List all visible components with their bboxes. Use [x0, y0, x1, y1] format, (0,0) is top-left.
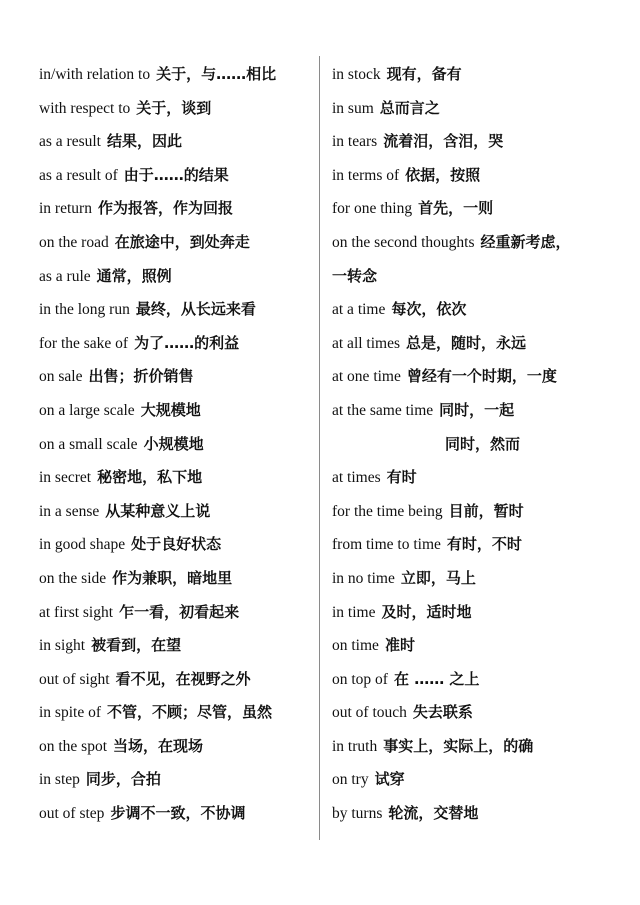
phrase-english: at first sight	[39, 603, 114, 621]
column-divider	[319, 56, 320, 840]
phrase-entry	[332, 394, 607, 428]
phrase-chinese: 当场，在现场	[113, 736, 204, 755]
phrase-english: on top of	[332, 670, 388, 688]
phrase-entry	[332, 428, 607, 462]
phrase-english: on the side	[39, 569, 107, 587]
phrase-chinese: 有时，不时	[446, 535, 522, 554]
phrase-english: in time	[332, 603, 376, 621]
phrase-english: at a time	[332, 301, 386, 319]
phrase-english: out of touch	[332, 704, 407, 722]
phrase-english: out of step	[39, 805, 105, 823]
phrase-entry	[39, 125, 314, 159]
phrase-chinese: 事实上，实际上，的确	[383, 736, 534, 755]
phrase-entry	[39, 629, 314, 663]
phrase-english: for the sake of	[39, 334, 129, 352]
phrase-entry	[39, 293, 314, 327]
phrase-entry	[39, 797, 314, 831]
phrase-entry	[332, 293, 607, 327]
phrase-entry	[332, 562, 607, 596]
phrase-chinese: 秘密地，私下地	[97, 468, 203, 487]
phrase-entry	[39, 226, 314, 260]
phrase-entry	[332, 730, 607, 764]
phrase-entry	[332, 327, 607, 361]
phrase-entry	[39, 528, 314, 562]
phrase-chinese: 结果，因此	[106, 132, 182, 151]
phrase-chinese: 作为报答，作为回报	[97, 199, 233, 218]
phrase-entry	[39, 260, 314, 294]
phrase-english: in no time	[332, 569, 395, 587]
phrase-english: for the time being	[332, 502, 443, 520]
phrase-english: in terms of	[332, 166, 400, 184]
phrase-chinese: 失去联系	[412, 703, 473, 722]
phrase-entry	[39, 596, 314, 630]
phrase-entry	[332, 528, 607, 562]
phrase-english: as a rule	[39, 267, 91, 285]
phrase-chinese: 在旅途中，到处奔走	[114, 232, 250, 251]
phrase-chinese: 最终，从长远来看	[135, 300, 256, 319]
phrase-english: in sight	[39, 637, 86, 655]
phrase-chinese: 同步，合拍	[85, 770, 161, 789]
phrase-english: in stock	[332, 66, 381, 83]
phrase-entry	[39, 696, 314, 730]
phrase-entry	[332, 92, 607, 126]
phrase-entry	[39, 192, 314, 226]
phrase-chinese: 曾经有一个时期，一度	[406, 367, 557, 386]
phrase-entry	[39, 763, 314, 797]
phrase-chinese: 试穿	[374, 770, 405, 789]
phrase-entry	[332, 360, 607, 394]
phrase-chinese: 不管，不顾；尽管，虽然	[107, 703, 273, 722]
phrase-chinese: 同时，然而	[445, 434, 521, 453]
phrase-english: in truth	[332, 737, 378, 755]
phrase-english: at times	[332, 469, 381, 487]
phrase-entry	[332, 260, 607, 294]
phrase-chinese: 乍一看，初看起来	[119, 602, 240, 621]
phrase-english: on the second thoughts	[332, 233, 475, 251]
phrase-entry	[39, 461, 314, 495]
phrase-entry	[332, 461, 607, 495]
phrase-chinese: 关于，与……相比	[156, 65, 277, 83]
phrase-english: on time	[332, 637, 379, 655]
phrase-english: in step	[39, 771, 80, 789]
phrase-english: for one thing	[332, 200, 413, 218]
phrase-entry	[39, 360, 314, 394]
phrase-chinese: 被看到，在望	[91, 636, 182, 655]
phrase-entry	[332, 495, 607, 529]
phrase-entry	[332, 663, 607, 697]
phrase-english: at the same time	[332, 401, 434, 419]
phrase-entry	[39, 562, 314, 596]
phrase-entry	[332, 629, 607, 663]
phrase-chinese: 有时	[386, 468, 417, 487]
phrase-entry	[39, 394, 314, 428]
phrase-entry	[39, 58, 314, 92]
phrase-entry	[332, 125, 607, 159]
phrase-english: on sale	[39, 368, 83, 386]
phrase-english: on the road	[39, 233, 109, 251]
phrase-english: out of sight	[39, 670, 110, 688]
phrase-entry	[39, 159, 314, 193]
phrase-english: in sum	[332, 99, 374, 117]
phrase-entry	[332, 797, 607, 831]
phrase-english: on a small scale	[39, 435, 138, 453]
phrase-chinese: 经重新考虑，	[480, 232, 571, 251]
phrase-chinese: 首先，一则	[418, 199, 494, 218]
phrase-english: in return	[39, 200, 92, 218]
phrase-english: at one time	[332, 368, 401, 386]
phrase-chinese: 出售；折价销售	[88, 367, 194, 386]
phrase-entry	[39, 663, 314, 697]
phrase-entry	[39, 327, 314, 361]
phrase-entry	[39, 92, 314, 126]
phrase-english: from time to time	[332, 536, 441, 554]
phrase-chinese: 立即，马上	[400, 568, 476, 587]
phrase-entry	[39, 730, 314, 764]
phrase-chinese: 准时	[384, 636, 415, 655]
phrase-english: in spite of	[39, 704, 101, 722]
phrase-chinese: 在 …… 之上	[393, 669, 480, 688]
phrase-english: in secret	[39, 469, 92, 487]
phrase-english: in good shape	[39, 536, 126, 554]
phrase-chinese: 为了……的利益	[134, 333, 240, 352]
phrase-english: at all times	[332, 334, 401, 352]
phrase-chinese: 步调不一致，不协调	[110, 804, 246, 823]
phrase-entry	[332, 58, 607, 92]
phrase-chinese: 作为兼职，暗地里	[112, 568, 233, 587]
right-phrase-column	[332, 58, 607, 831]
phrase-english: by turns	[332, 805, 383, 823]
phrase-chinese: 从某种意义上说	[105, 501, 211, 520]
phrase-entry	[332, 696, 607, 730]
phrase-entry	[332, 192, 607, 226]
phrase-chinese: 关于，谈到	[136, 98, 212, 117]
phrase-entry	[332, 763, 607, 797]
phrase-entry	[332, 226, 607, 260]
phrase-chinese: 及时，适时地	[381, 602, 472, 621]
phrase-chinese: 轮流，交替地	[388, 804, 479, 823]
phrase-chinese: 处于良好状态	[131, 535, 222, 554]
phrase-chinese: 总而言之	[379, 98, 440, 117]
phrase-chinese: 大规模地	[140, 400, 201, 419]
phrase-chinese: 目前，暂时	[448, 501, 524, 520]
phrase-chinese: 同时，一起	[439, 400, 515, 419]
phrase-chinese: 总是，随时，永远	[406, 333, 527, 352]
left-phrase-column	[39, 58, 314, 831]
phrase-entry	[39, 495, 314, 529]
phrase-chinese: 小规模地	[143, 434, 204, 453]
phrase-chinese: 通常，照例	[96, 266, 172, 285]
phrase-english: on the spot	[39, 737, 108, 755]
phrase-chinese: 由于……的结果	[123, 165, 229, 184]
phrase-english: on try	[332, 771, 369, 789]
phrase-english: as a result of	[39, 166, 118, 184]
phrase-english: with respect to	[39, 99, 131, 117]
phrase-english: on a large scale	[39, 401, 135, 419]
phrase-english: as a result	[39, 133, 101, 151]
phrase-english: in a sense	[39, 502, 100, 520]
phrase-chinese: 依据，按照	[405, 165, 481, 184]
phrase-entry	[39, 428, 314, 462]
phrase-english: in tears	[332, 133, 378, 151]
phrase-chinese: 流着泪，含泪，哭	[383, 132, 504, 151]
phrase-chinese: 看不见，在视野之外	[115, 669, 251, 688]
phrase-entry	[332, 596, 607, 630]
phrase-chinese: 一转念	[332, 266, 378, 285]
phrase-entry	[332, 159, 607, 193]
phrase-chinese: 每次，依次	[391, 300, 467, 319]
phrase-chinese: 现有，备有	[386, 65, 462, 83]
phrase-english: in the long run	[39, 301, 130, 319]
phrase-english: in/with relation to	[39, 66, 151, 83]
